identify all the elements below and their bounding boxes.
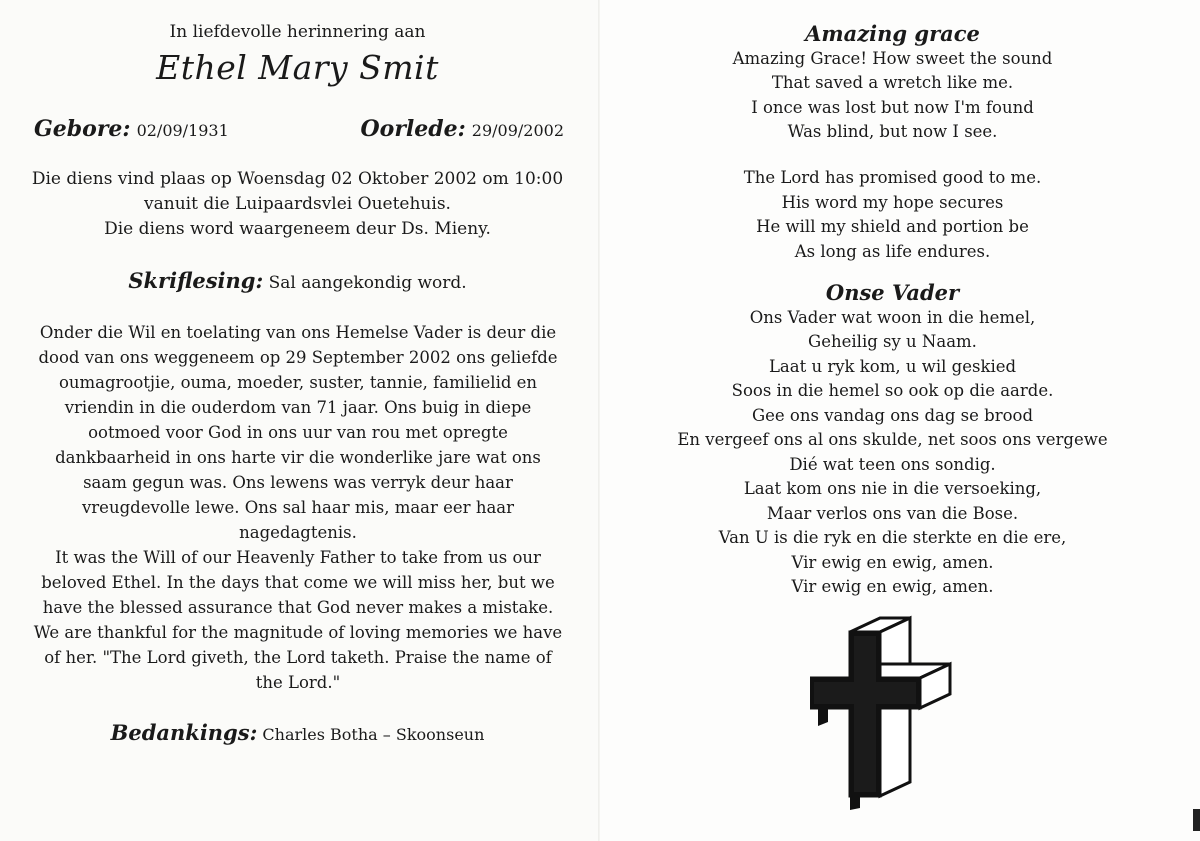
thanks-text: Charles Botha – Skoonseun [262,725,485,744]
scripture-label: Skriflesing: [128,268,264,293]
obituary-line: vreugdevolle lewe. Ons sal haar mis, maar eer haar [81,498,515,517]
obituary-line: ootmoed voor God in ons uur van rou met opregte [88,423,508,442]
obituary-text [28,320,568,695]
birth-label: Gebore: [34,116,131,142]
scripture-reading [0,268,595,293]
death-label: Oorlede: [360,116,466,142]
service-line: Die diens vind plaas op Woensdag 02 Oktober 2002 om 10:00 [31,169,564,189]
scan-edge-mark [1193,809,1200,831]
birth-date [34,116,229,142]
deceased-name: Ethel Mary Smit [156,48,439,87]
obituary-line: dankbaarheid in ons harte vir die wonderlike jare wat ons [55,448,541,467]
death-value: 29/09/2002 [471,121,564,140]
cross-icon [810,612,970,812]
memorial-intro: In liefdevolle herinnering aan [169,22,426,42]
obituary-line: Onder die Wil en toelating van ons Hemelse Vader is deur die [39,323,557,342]
hymn-stanza-2 [600,166,1185,264]
obituary-line: the Lord." [255,673,341,692]
hymn-line: Amazing Grace! How sweet the sound [732,48,1053,68]
thanks-label: Bedankings: [110,720,258,745]
prayer-line: Geheilig sy u Naam. [808,332,977,351]
hymn-line: That saved a wretch like me. [771,73,1014,92]
scripture-text: Sal aangekondig word. [268,273,467,293]
dates-row [34,116,564,146]
obituary-line: oumagrootjie, ouma, moeder, suster, tannie, familielid en [58,373,538,392]
hymn-title: Amazing grace [805,21,980,46]
prayer-line: Soos in die hemel so ook op die aarde. [731,381,1054,400]
service-info [0,167,595,242]
hymn-line: As long as life endures. [794,241,991,261]
hymn-line: His word my hope secures [781,192,1004,212]
obituary-line: dood van ons weggeneem op 29 September 2002 ons geliefde [38,348,558,367]
prayer-line: Laat kom ons nie in die versoeking, [743,479,1042,498]
service-line: vanuit die Luipaardsvlei Ouetehuis. [144,194,451,214]
obituary-line: vriendin in die ouderdom van 71 jaar. Ons buig in diepe [64,398,532,417]
obituary-line: of her. "The Lord giveth, the Lord taketh. Praise the name of [44,648,552,667]
hymn-stanza-1 [600,22,1185,145]
prayer-line: Ons Vader wat woon in die hemel, [749,307,1036,327]
prayer-line: Laat u ryk kom, u wil geskied [768,356,1017,376]
death-date [360,116,564,142]
obituary-line: It was the Will of our Heavenly Father to take from us our [55,548,541,567]
prayer-line: Vir ewig en ewig, amen. [791,577,994,596]
prayer-line: Dié wat teen ons sondig. [789,454,996,474]
hymn-line: The Lord has promised good to me. [743,168,1042,187]
prayer-line: Maar verlos ons van die Bose. [766,503,1019,523]
prayer-line: Vir ewig en ewig, amen. [791,552,994,572]
obituary-line: have the blessed assurance that God never makes a mistake. [42,598,554,617]
service-line: Die diens word waargeneem deur Ds. Mieny. [104,219,491,239]
birth-value: 02/09/1931 [136,121,229,140]
hymn-line: I once was lost but now I'm found [751,97,1034,117]
hymn-line: He will my shield and portion be [756,217,1029,236]
right-page [600,0,1200,841]
obituary-line: beloved Ethel. In the days that come we will miss her, but we [41,573,555,592]
obituary-line: saam gegun was. Ons lewens was verryk deur haar [83,473,513,492]
prayer-line: Gee ons vandag ons dag se brood [751,405,1034,425]
acknowledgements [0,720,595,745]
obituary-line: We are thankful for the magnitude of loving memories we have [33,623,563,642]
prayer-line: Van U is die ryk en die sterkte en die ere, [718,528,1067,547]
hymn-line: Was blind, but now I see. [787,122,998,141]
obituary-line: nagedagtenis. [239,523,357,542]
prayer-title: Onse Vader [825,280,960,305]
lords-prayer [600,281,1185,600]
prayer-line: En vergeef ons al ons skulde, net soos ons vergewe [677,430,1108,449]
